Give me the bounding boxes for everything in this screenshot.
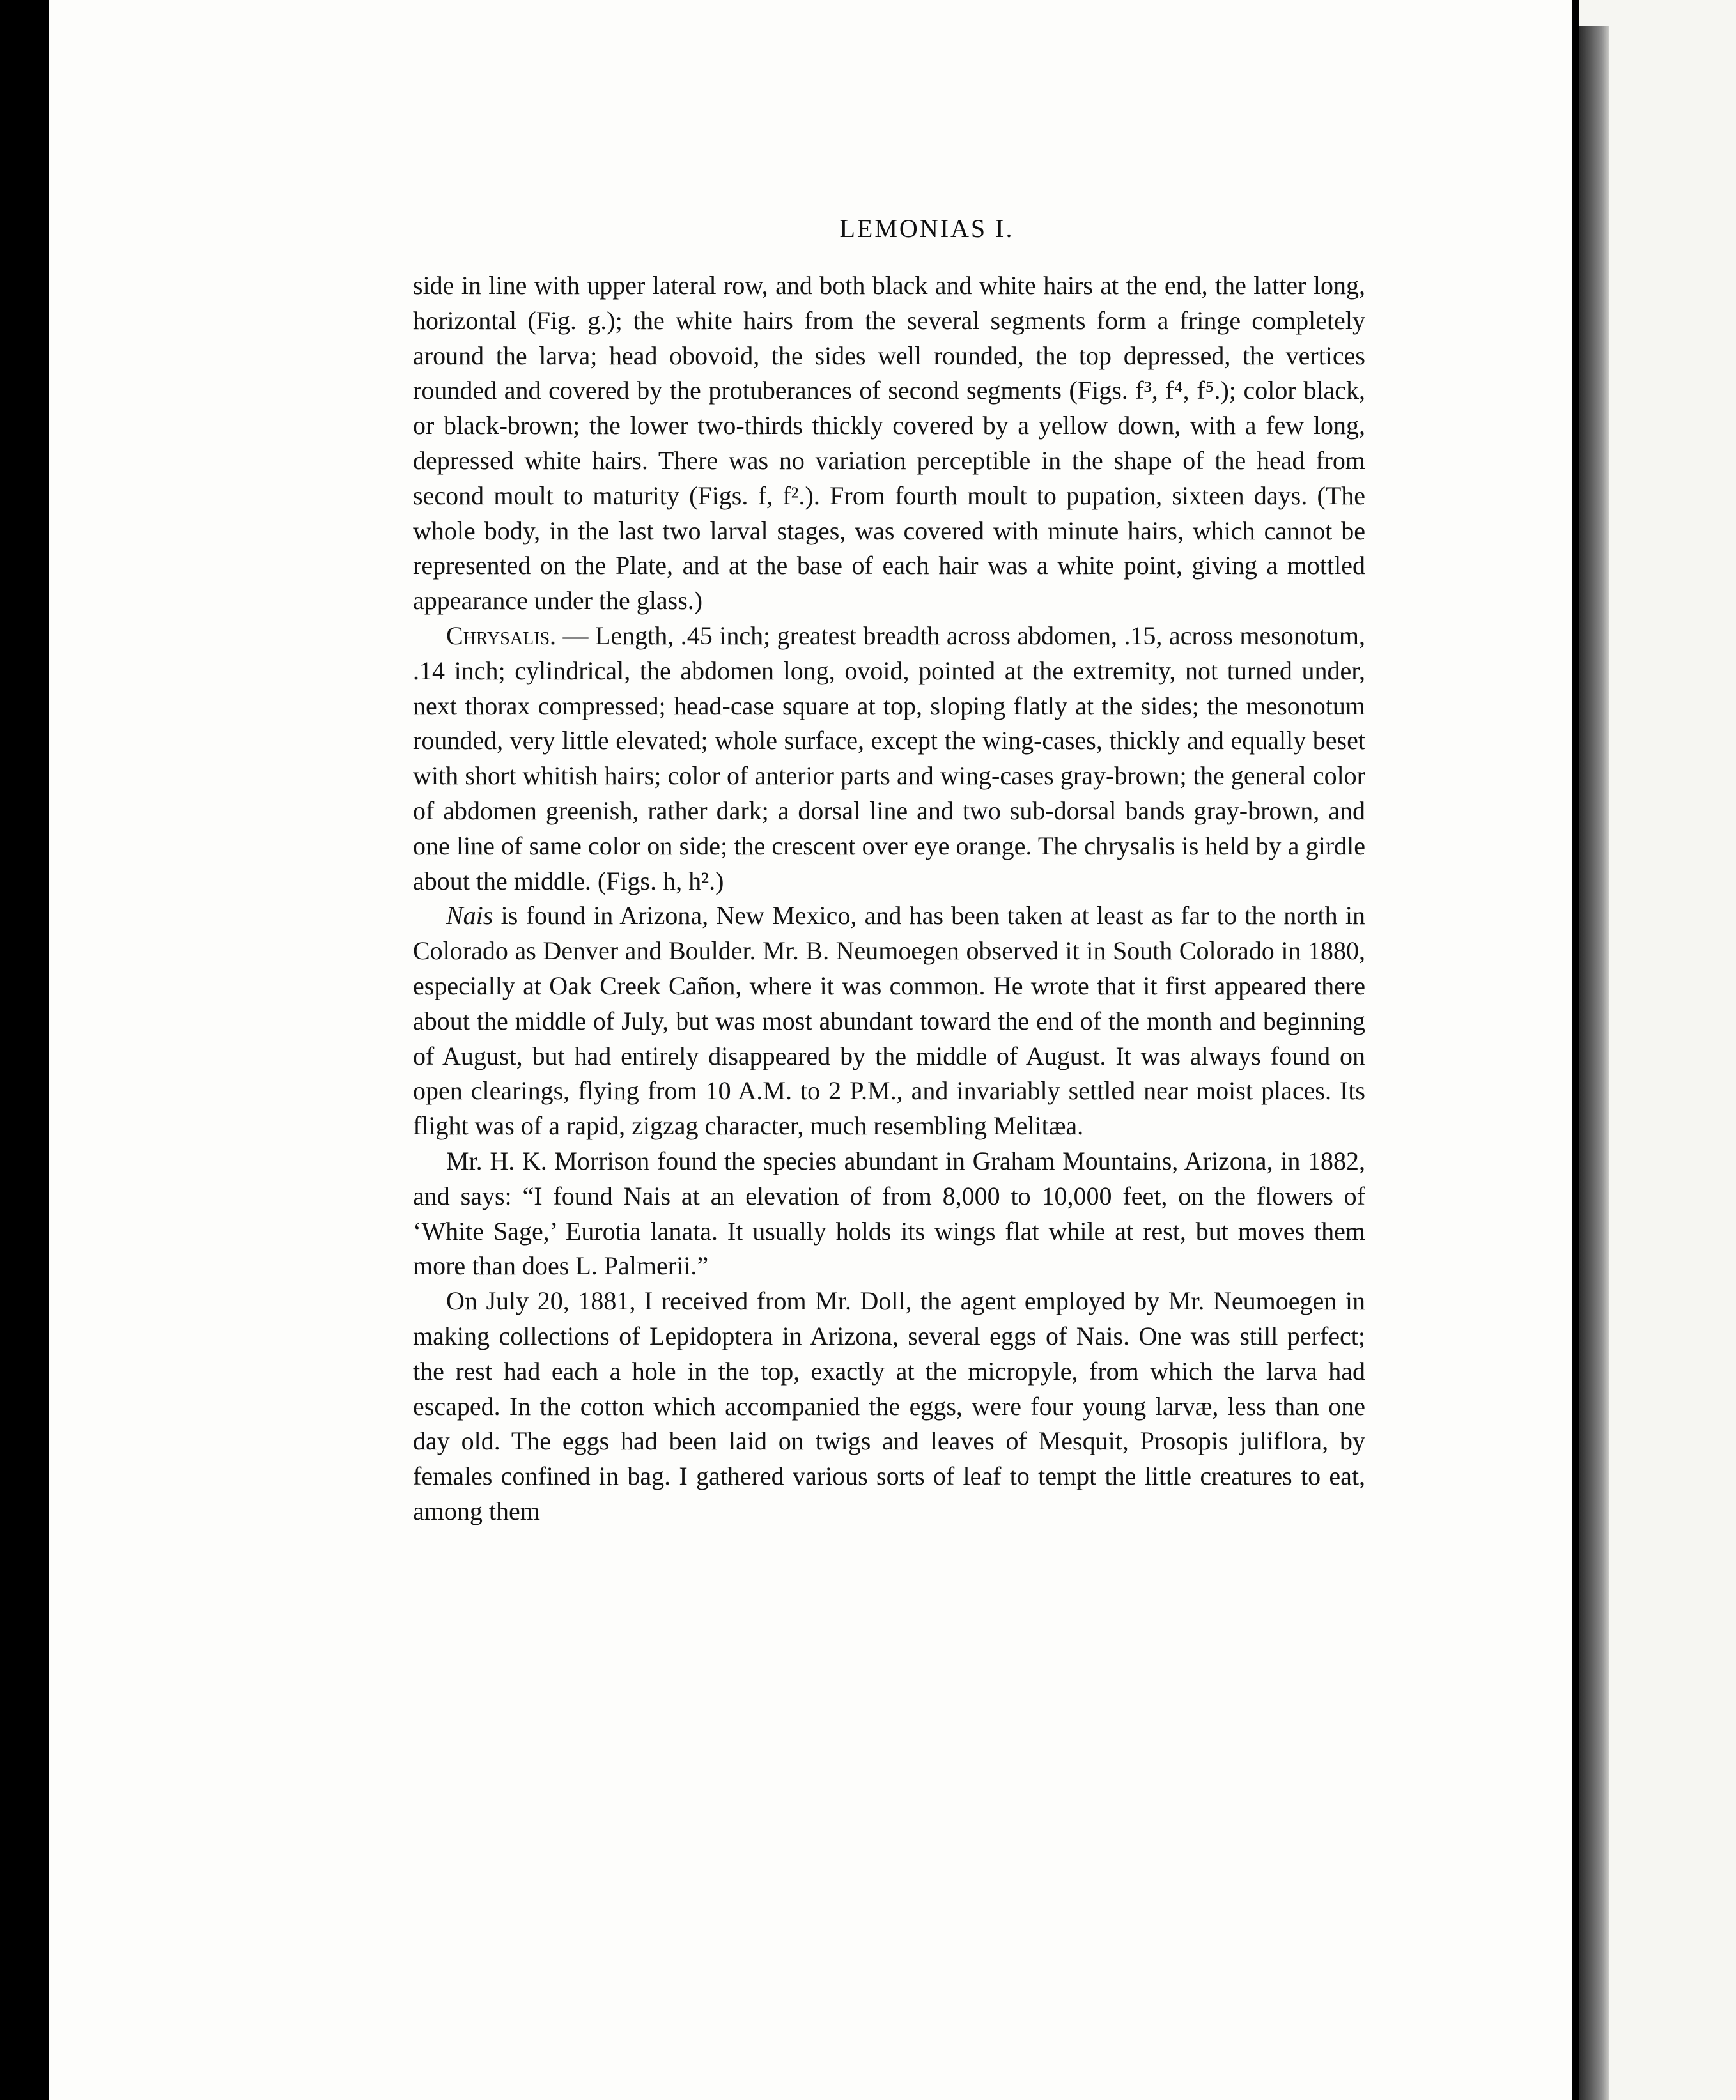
species-name-nais: Nais	[446, 901, 493, 930]
paragraph-eggs: On July 20, 1881, I received from Mr. Doll, the agent employed by Mr. Neumoegen in making collections of Lepidoptera in Arizona, several eggs of Nais. One was still perfect; the rest had each a hole in the top, exactly at the micropyle, from which the larva had escaped. In the cotton which accompanied the eggs, were four young larvæ, less than one day old. The eggs had been laid on twigs and leaves of Mesquit, Prosopis juliflora, by females confined in bag. I gathered various sorts of leaf to tempt the little creatures to eat, among them	[413, 1286, 1365, 1525]
paragraph-chrysalis	[413, 619, 1365, 899]
paragraph-larva-description: side in line with upper lateral row, and both black and white hairs at the end, the latter long, horizontal (Fig. g.); the white hairs from the several segments form a fringe completely around the larva; head obovoid, the sides well rounded, the top depressed, the vertices rounded and covered by the protuberances of second segments (Figs. f³, f⁴, f⁵.); color black, or black-brown; the lower two-thirds thickly covered by a yellow down, with a few long, depressed white hairs. There was no variation perceptible in the shape of the head from second moult to maturity (Figs. f, f².). From fourth moult to pupation, sixteen days. (The whole body, in the last two larval stages, was covered with minute hairs, which cannot be represented on the Plate, and at the base of each hair was a white point, giving a mottled appearance under the glass.)	[413, 271, 1365, 615]
paragraph-distribution	[413, 899, 1365, 1144]
distribution-text: is found in Arizona, New Mexico, and has been taken at least as far to the north in Colorado as Denver and Boulder. Mr. B. Neumoegen observed it in South Colorado in 1880, especially at Oak Creek Cañon, where it was common. He wrote that it first appeared there about the middle of July, but was most abundant toward the end of the month and beginning of August, but had entirely disappeared by the middle of August. It was always found on open clearings, flying from 10 A.M. to 2 P.M., and invariably settled near moist places. Its flight was of a rapid, zigzag character, much resembling Melitæa.	[413, 901, 1365, 1141]
chrysalis-heading: Chrysalis.	[446, 621, 557, 650]
chrysalis-text: — Length, .45 inch; greatest breadth across abdomen, .15, across mesonotum, .14 inch; cylindrical, the abdomen long, ovoid, pointed at the extremity, not turned under, next thorax compressed; head-case square at top, sloping flatly at the sides; the mesonotum rounded, very little elevated; whole surface, except the wing-cases, thickly and equally beset with short whitish hairs; color of anterior parts and wing-cases gray-brown; the general color of abdomen greenish, rather dark; a dorsal line and two sub-dorsal bands gray-brown, and one line of same color on side; the crescent over eye orange. The chrysalis is held by a girdle about the middle. (Figs. h, h².)	[413, 621, 1365, 895]
page-body	[413, 268, 1365, 1529]
paragraph-morrison: Mr. H. K. Morrison found the species abundant in Graham Mountains, Arizona, in 1882, and says: “I found Nais at an elevation of from 8,000 to 10,000 feet, on the flowers of ‘White Sage,’ Eurotia lanata. It usually holds its wings flat while at rest, but moves them more than does L. Palmerii.”	[413, 1146, 1365, 1281]
book-gutter-shadow	[1579, 26, 1609, 2100]
running-head: LEMONIAS I.	[839, 214, 1014, 243]
